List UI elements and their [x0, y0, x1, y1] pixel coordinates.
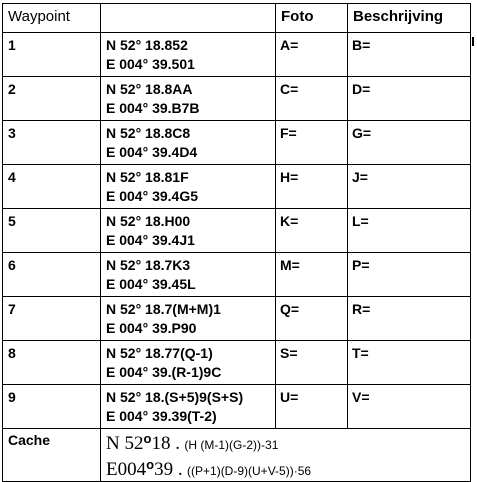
foto-value: S= [280, 345, 298, 361]
foto-value: C= [280, 81, 299, 97]
beschrijving-value: D= [352, 81, 371, 97]
waypoint-number-label: 9 [8, 389, 16, 405]
header-waypoint-label: Waypoint [8, 8, 70, 25]
cache-formula-cell [101, 429, 471, 482]
cache-east-prefix: E004 [106, 459, 147, 480]
header-foto-label: Foto [281, 8, 314, 25]
waypoint-number [3, 77, 101, 121]
coord-east: E 004° 39.P90 [106, 320, 197, 336]
beschrijving-value: L= [352, 213, 369, 229]
foto-value: H= [280, 169, 299, 185]
coord-east: E 004° 39.(R-1)9C [106, 364, 222, 380]
cache-north-prefix: N 52 [106, 433, 144, 454]
header-waypoint [3, 4, 101, 33]
waypoint-coordinates [101, 341, 276, 385]
coord-north: N 52° 18.7(M+M)1 [106, 301, 221, 317]
beschrijving-cell [348, 253, 471, 297]
beschrijving-value: G= [352, 125, 372, 141]
waypoint-coordinates [101, 165, 276, 209]
coord-north: N 52° 18.8AA [106, 81, 193, 97]
table-row [3, 77, 471, 121]
header-coordinates [101, 4, 276, 33]
waypoint-coordinates [101, 253, 276, 297]
beschrijving-value: P= [352, 257, 370, 273]
foto-cell [276, 121, 348, 165]
table-row [3, 121, 471, 165]
header-blank-label [101, 4, 275, 8]
waypoint-number-label: 8 [8, 345, 16, 361]
coord-east: E 004° 39.501 [106, 56, 195, 72]
beschrijving-cell [348, 165, 471, 209]
waypoint-number [3, 209, 101, 253]
waypoint-table [2, 3, 471, 482]
waypoint-number [3, 297, 101, 341]
waypoint-coordinates [101, 385, 276, 429]
coord-east: E 004° 39.4D4 [106, 144, 198, 160]
waypoint-number [3, 341, 101, 385]
table-row [3, 165, 471, 209]
waypoint-number [3, 165, 101, 209]
waypoint-number-label: 4 [8, 169, 16, 185]
beschrijving-cell [348, 121, 471, 165]
foto-cell [276, 341, 348, 385]
cache-east-minutes: 39 . [154, 459, 183, 480]
beschrijving-cell [348, 385, 471, 429]
cache-north-minutes: 18 . [151, 433, 180, 454]
waypoint-number-label: 2 [8, 81, 16, 97]
foto-value: Q= [280, 301, 300, 317]
waypoint-number-label: 1 [8, 37, 16, 53]
beschrijving-value: T= [352, 345, 369, 361]
waypoint-number [3, 385, 101, 429]
coord-north: N 52° 18.8C8 [106, 125, 191, 141]
text-cursor [472, 37, 474, 46]
beschrijving-cell [348, 341, 471, 385]
waypoint-number-label: 7 [8, 301, 16, 317]
table-row [3, 209, 471, 253]
foto-value: A= [280, 37, 299, 53]
waypoint-number-label: 5 [8, 213, 16, 229]
header-beschrijving-label: Beschrijving [353, 8, 444, 25]
coord-north: N 52° 18.77(Q-1) [106, 345, 213, 361]
waypoint-coordinates [101, 209, 276, 253]
foto-value: F= [280, 125, 297, 141]
header-foto [276, 4, 348, 33]
foto-cell [276, 165, 348, 209]
coord-north: N 52° 18.7K3 [106, 257, 191, 273]
foto-value: M= [280, 257, 300, 273]
waypoint-number [3, 33, 101, 77]
waypoint-number [3, 121, 101, 165]
waypoint-coordinates [101, 121, 276, 165]
coord-east: E 004° 39.45L [106, 276, 196, 292]
table-row [3, 341, 471, 385]
waypoint-coordinates [101, 297, 276, 341]
waypoint-number-label: 6 [8, 257, 16, 273]
beschrijving-value: J= [352, 169, 368, 185]
beschrijving-value: R= [352, 301, 371, 317]
header-beschrijving [348, 4, 471, 33]
foto-cell [276, 385, 348, 429]
coord-east: E 004° 39.4G5 [106, 188, 198, 204]
foto-cell [276, 209, 348, 253]
waypoint-coordinates [101, 33, 276, 77]
foto-value: U= [280, 389, 299, 405]
beschrijving-cell [348, 77, 471, 121]
coord-north: N 52° 18.H00 [106, 213, 191, 229]
coord-north: N 52° 18.852 [106, 37, 188, 53]
cache-label-cell [3, 429, 101, 482]
degree-mark: o [143, 431, 152, 446]
foto-value: K= [280, 213, 299, 229]
beschrijving-cell [348, 297, 471, 341]
waypoint-number-label: 3 [8, 125, 16, 141]
table-row [3, 385, 471, 429]
coord-north: N 52° 18.(S+5)9(S+S) [106, 389, 244, 405]
beschrijving-value: V= [352, 389, 370, 405]
beschrijving-cell [348, 33, 471, 77]
cache-row [3, 429, 471, 482]
beschrijving-cell [348, 209, 471, 253]
degree-mark: o [146, 457, 155, 472]
table-row [3, 253, 471, 297]
beschrijving-value: B= [352, 37, 371, 53]
foto-cell [276, 77, 348, 121]
foto-cell [276, 33, 348, 77]
coord-north: N 52° 18.81F [106, 169, 189, 185]
cache-east-formula: ((P+1)(D-9)(U+V-5))·56 [187, 464, 312, 478]
cache-label: Cache [8, 432, 51, 448]
cache-north-line [101, 429, 470, 455]
waypoint-number [3, 253, 101, 297]
table-row [3, 33, 471, 77]
foto-cell [276, 253, 348, 297]
table-header-row [3, 4, 471, 33]
coord-east: E 004° 39.B7B [106, 100, 200, 116]
waypoint-coordinates [101, 77, 276, 121]
coord-east: E 004° 39.4J1 [106, 232, 195, 248]
cache-east-line [101, 455, 470, 481]
foto-cell [276, 297, 348, 341]
table-row [3, 297, 471, 341]
cache-north-formula: (H (M-1)(G-2))-31 [184, 438, 279, 452]
coord-east: E 004° 39.39(T-2) [106, 408, 217, 424]
